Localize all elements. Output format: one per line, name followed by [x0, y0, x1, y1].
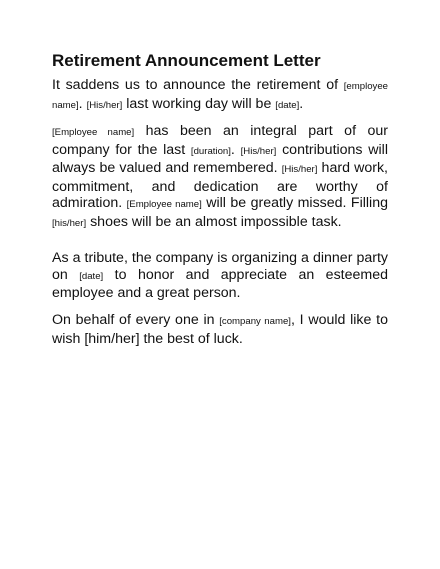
text-run: As a tribute, the company is organizing a dinner party on [52, 250, 388, 283]
placeholder-date: [date] [275, 99, 300, 111]
placeholder-duration: [duration] [190, 145, 231, 157]
text-run: On behalf of every one in [52, 312, 220, 328]
text-run: has been an integral part of our company for the last [52, 123, 388, 158]
paragraph-closing [52, 312, 388, 347]
placeholder-employee-name: [Employee name] [126, 199, 202, 211]
text-run: , I would like to wish [him/her] the best of luck. [52, 312, 388, 347]
text-run: . [230, 141, 241, 158]
paragraph-contributions [52, 123, 388, 233]
text-run: contributions will always be valued and remembered. [52, 141, 388, 177]
text-run: to honor and appreciate an esteemed employee and a great person. [52, 266, 388, 302]
paragraph-announcement [52, 77, 388, 114]
text-run: . [299, 95, 304, 112]
placeholder-his-her: [His/her] [281, 164, 318, 176]
text-run: will be greatly missed. Filling [201, 195, 388, 212]
text-run: . [78, 95, 87, 112]
text-run: shoes will be an almost impossible task. [86, 213, 342, 230]
letter-title: Retirement Announcement Letter [52, 51, 321, 70]
text-run: It saddens us to announce the retirement of [52, 77, 344, 93]
placeholder-his-her: [His/her] [86, 99, 123, 111]
text-run: hard work, commitment, and dedication are worthy of admiration. [52, 160, 388, 212]
placeholder-employee-name: [employee name] [52, 81, 388, 111]
paragraph-tribute [52, 250, 388, 302]
placeholder-date: [date] [79, 270, 104, 282]
placeholder-employee-name: [Employee name] [52, 127, 135, 138]
text-run: last working day will be [122, 95, 276, 112]
placeholder-his-her: [His/her] [240, 145, 277, 157]
placeholder-his-her: [his/her] [52, 217, 87, 229]
placeholder-company-name: [company name] [219, 316, 291, 327]
